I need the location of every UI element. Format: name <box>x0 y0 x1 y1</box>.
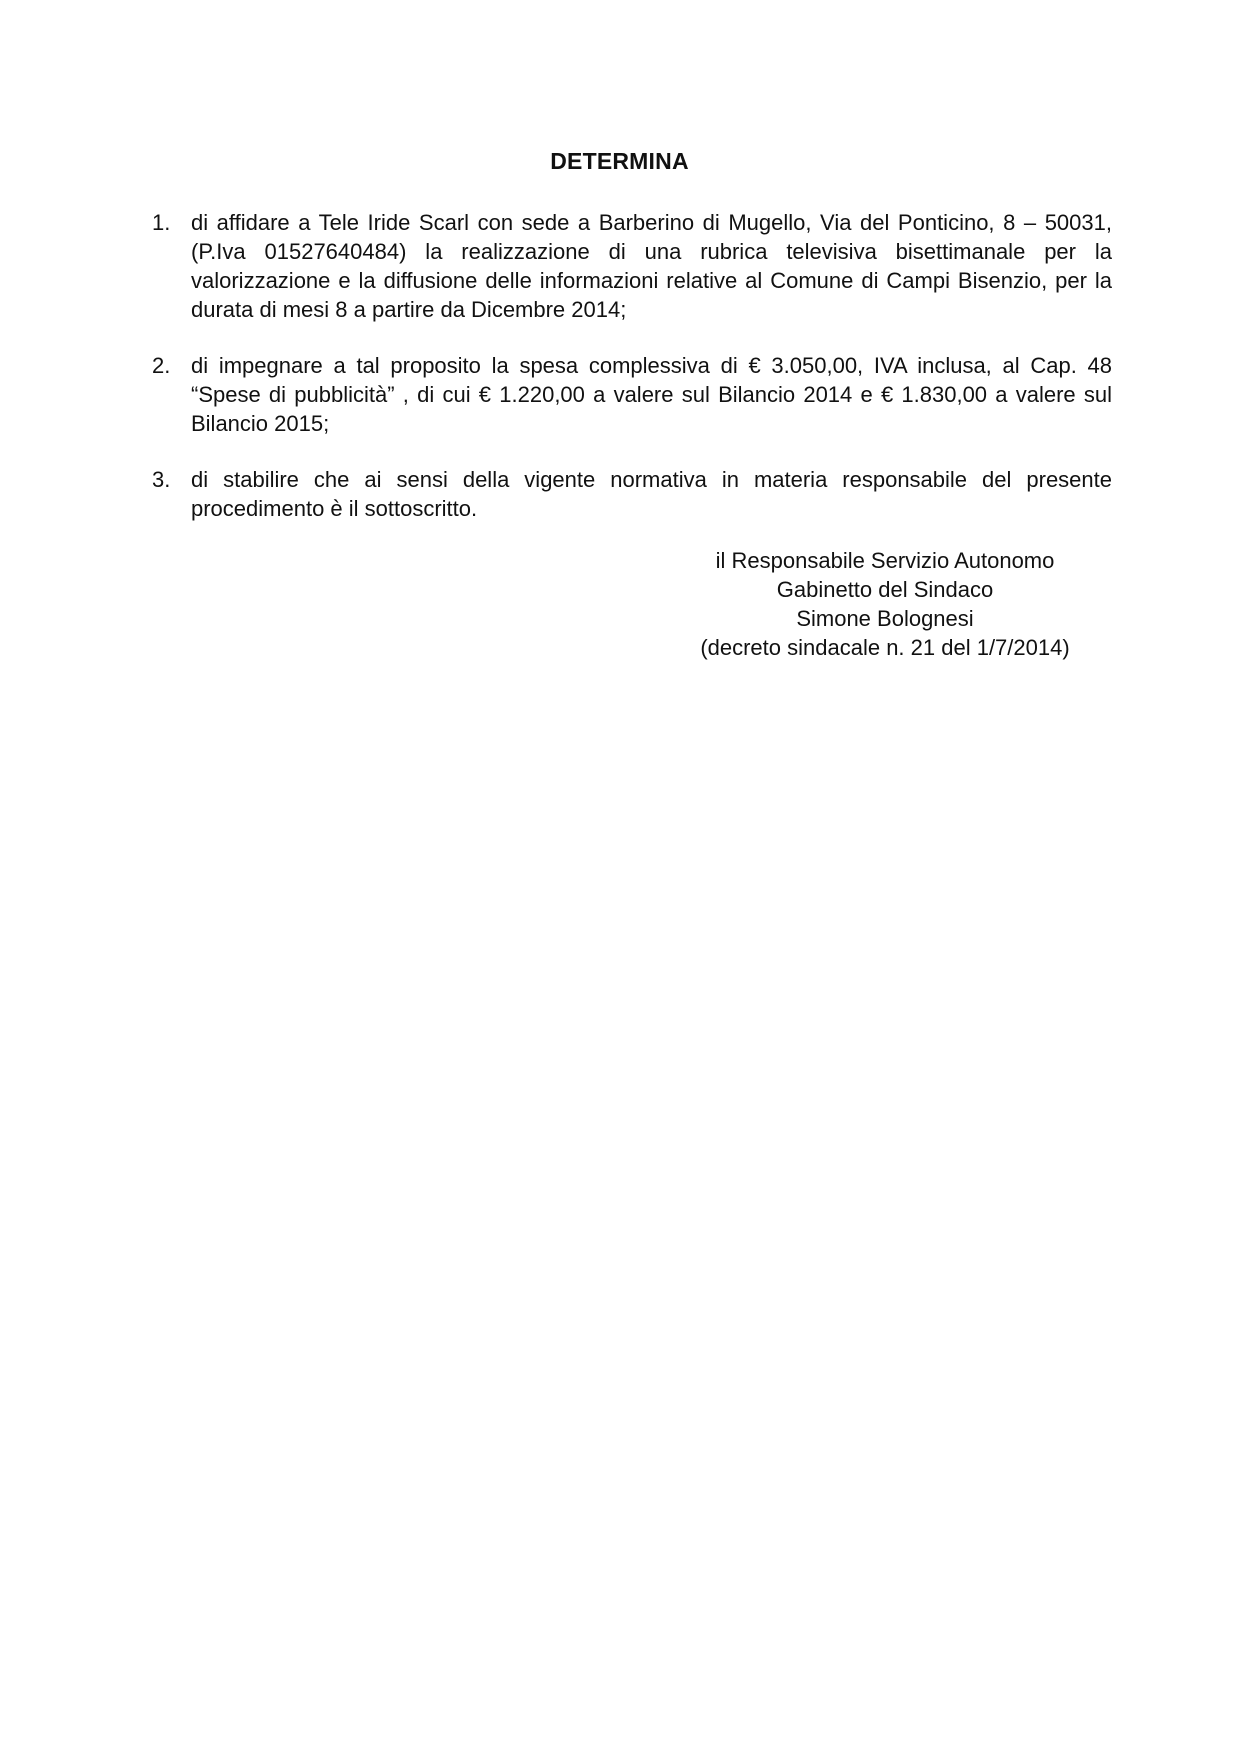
list-item <box>152 208 1112 324</box>
item-number: 3. <box>152 467 171 492</box>
signature-name: Simone Bolognesi <box>796 606 974 631</box>
document-heading: DETERMINA <box>550 148 689 174</box>
item-text: di impegnare a tal proposito la spesa complessiva di € 3.050,00, IVA inclusa, al Cap. 48 “Spese di pubblicità” , di cui € 1.220,00 a valere sul Bilancio 2014 e € 1.830,00 a valere sul Bilancio 2015; <box>191 353 1112 436</box>
item-text: di affidare a Tele Iride Scarl con sede a Barberino di Mugello, Via del Ponticino, 8 – 50031, (P.Iva 01527640484) la realizzazione di una rubrica televisiva bisettimanale per la valorizzazione e la diffusione delle informazioni relative al Comune di Campi Bisenzio, per la durata di mesi 8 a partire da Dicembre 2014; <box>191 210 1112 322</box>
item-number: 1. <box>152 210 171 235</box>
item-text: di stabilire che ai sensi della vigente normativa in materia responsabile del presente procedimento è il sottoscritto. <box>191 467 1112 521</box>
signature-decree: (decreto sindacale n. 21 del 1/7/2014) <box>700 635 1070 660</box>
signature-role: il Responsabile Servizio Autonomo <box>715 548 1055 573</box>
list-item <box>152 465 1112 523</box>
signature-office: Gabinetto del Sindaco <box>776 577 994 602</box>
list-item <box>152 351 1112 438</box>
signature-block <box>655 546 1115 662</box>
item-number: 2. <box>152 353 171 378</box>
determination-list <box>152 208 1112 550</box>
